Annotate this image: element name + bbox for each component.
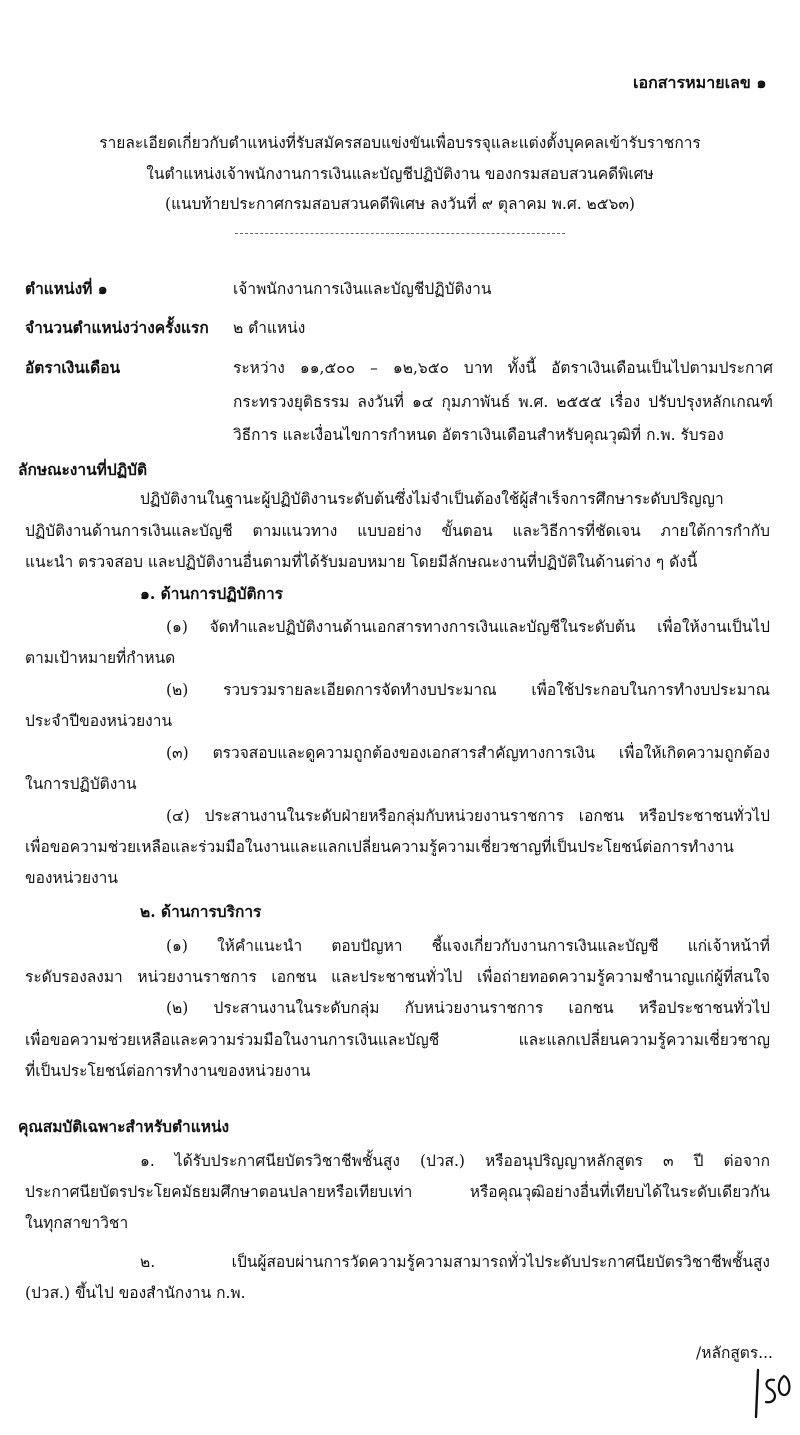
services-item-2-line-1: (๒) ประสานงานในระดับกลุ่ม กับหน่วยงานราชการ เอกชน หรือประชาชนทั่วไป	[166, 999, 770, 1017]
services-item-1-line-2: ระดับรองลงมา หน่วยงานราชการ เอกชน และประชาชนทั่วไป เพื่อถ่ายทอดความรู้ความชำนาญแก่ผู้ที่สนใจ	[25, 968, 770, 986]
services-item-2-line-2: เพื่อขอความช่วยเหลือและความร่วมมือในงานการเงินและบัญชี และแลกเปลี่ยนความรู้ความเชี่ยวชาญ	[25, 1031, 770, 1049]
operations-item-4-line-3: ของหน่วยงาน	[25, 869, 118, 887]
vacancy-label: จำนวนตำแหน่งว่างครั้งแรก	[25, 318, 209, 337]
header-line-1: รายละเอียดเกี่ยวกับตำแหน่งที่รับสมัครสอบแข่งขันเพื่อบรรจุและแต่งตั้งบุคคลเข้ารับราชการ	[99, 134, 701, 152]
qualifications-heading: คุณสมบัติเฉพาะสำหรับตำแหน่ง	[18, 1117, 230, 1136]
services-item-1-line-1: (๑) ให้คำแนะนำ ตอบปัญหา ชี้แจงเกี่ยวกับงานการเงินและบัญชี แก่เจ้าหน้าที่	[166, 937, 770, 955]
handwritten-signature	[752, 1362, 792, 1422]
header-line-2: ในตำแหน่งเจ้าพนักงานการเงินและบัญชีปฏิบัติงาน ของกรมสอบสวนคดีพิเศษ	[146, 165, 654, 183]
qualification-1-line-2: ประกาศนียบัตรประโยคมัธยมศึกษาตอนปลายหรือเทียบเท่า หรือคุณวุฒิอย่างอื่นที่เทียบได้ในระดับเดียวกัน	[25, 1183, 770, 1201]
vacancy-value: ๒ ตำแหน่ง	[233, 319, 306, 337]
operations-item-4-line-2: เพื่อขอความช่วยเหลือและร่วมมือในงานและแลกเปลี่ยนความรู้ความเชี่ยวชาญที่เป็นประโยชน์ต่อการทำงาน	[25, 838, 734, 856]
document-number: เอกสารหมายเลข ๑	[633, 73, 767, 92]
salary-line-3: วิธีการ และเงื่อนไขการกำหนด อัตราเงินเดือนสำหรับคุณวุฒิที่ ก.พ. รับรอง	[233, 426, 724, 444]
qualification-1-line-3: ในทุกสาขาวิชา	[25, 1214, 129, 1232]
operations-item-2-line-1: (๒) รวบรวมรายละเอียดการจัดทำงบประมาณ เพื่อใช้ประกอบในการทำงบประมาณ	[166, 681, 770, 699]
position-label: ตำแหน่งที่ ๑	[25, 279, 108, 298]
continued-marker: /หลักสูตร...	[696, 1344, 773, 1362]
salary-line-1: ระหว่าง ๑๑,๕๐๐ – ๑๒,๖๕๐ บาท ทั้งนี้ อัตราเงินเดือนเป็นไปตามประกาศ	[233, 359, 773, 377]
position-value: เจ้าพนักงานการเงินและบัญชีปฏิบัติงาน	[233, 280, 492, 298]
duties-intro-line-1: ปฏิบัติงานในฐานะผู้ปฏิบัติงานระดับต้นซึ่งไม่จำเป็นต้องใช้ผู้สำเร็จการศึกษาระดับปริญญา	[140, 490, 724, 508]
operations-item-1-line-2: ตามเป้าหมายที่กำหนด	[25, 649, 176, 667]
header-divider	[235, 233, 565, 234]
qualification-2-line-1: ๒. เป็นผู้สอบผ่านการวัดความรู้ความสามารถทั่วไประดับประกาศนียบัตรวิชาชีพชั้นสูง	[140, 1253, 770, 1271]
operations-item-4-line-1: (๔) ประสานงานในระดับฝ่ายหรือกลุ่มกับหน่วยงานราชการ เอกชน หรือประชาชนทั่วไป	[166, 807, 770, 825]
qualification-2-line-2: (ปวส.) ขึ้นไป ของสำนักงาน ก.พ.	[25, 1284, 246, 1302]
salary-label: อัตราเงินเดือน	[25, 358, 121, 377]
section-operations-title: ๑. ด้านการปฏิบัติการ	[140, 584, 283, 603]
operations-item-1-line-1: (๑) จัดทำและปฏิบัติงานด้านเอกสารทางการเงินและบัญชีในระดับต้น เพื่อให้งานเป็นไป	[166, 618, 770, 636]
duties-heading: ลักษณะงานที่ปฏิบัติ	[18, 460, 148, 479]
services-item-2-line-3: ที่เป็นประโยชน์ต่อการทำงานของหน่วยงาน	[25, 1062, 311, 1080]
duties-intro-line-2: ปฏิบัติงานด้านการเงินและบัญชี ตามแนวทาง แบบอย่าง ขั้นตอน และวิธีการที่ชัดเจน ภายใต้การกำกับ	[25, 522, 770, 540]
operations-item-3-line-2: ในการปฏิบัติงาน	[25, 775, 137, 793]
operations-item-3-line-1: (๓) ตรวจสอบและดูความถูกต้องของเอกสารสำคัญทางการเงิน เพื่อให้เกิดความถูกต้อง	[166, 744, 770, 762]
operations-item-2-line-2: ประจำปีของหน่วยงาน	[25, 712, 173, 730]
duties-intro-line-3: แนะนำ ตรวจสอบ และปฏิบัติงานอื่นตามที่ได้รับมอบหมาย โดยมีลักษณะงานที่ปฏิบัติในด้านต่าง ๆ ดังนี้	[25, 553, 698, 571]
header-line-3: (แนบท้ายประกาศกรมสอบสวนคดีพิเศษ ลงวันที่ ๙ ตุลาคม พ.ศ. ๒๕๖๓)	[165, 195, 635, 213]
section-services-title: ๒. ด้านการบริการ	[140, 902, 262, 921]
qualification-1-line-1: ๑. ได้รับประกาศนียบัตรวิชาชีพชั้นสูง (ปวส.) หรืออนุปริญญาหลักสูตร ๓ ปี ต่อจาก	[140, 1152, 770, 1170]
salary-line-2: กระทรวงยุติธรรม ลงวันที่ ๑๔ กุมภาพันธ์ พ.ศ. ๒๕๕๕ เรื่อง ปรับปรุงหลักเกณฑ์	[233, 393, 773, 411]
